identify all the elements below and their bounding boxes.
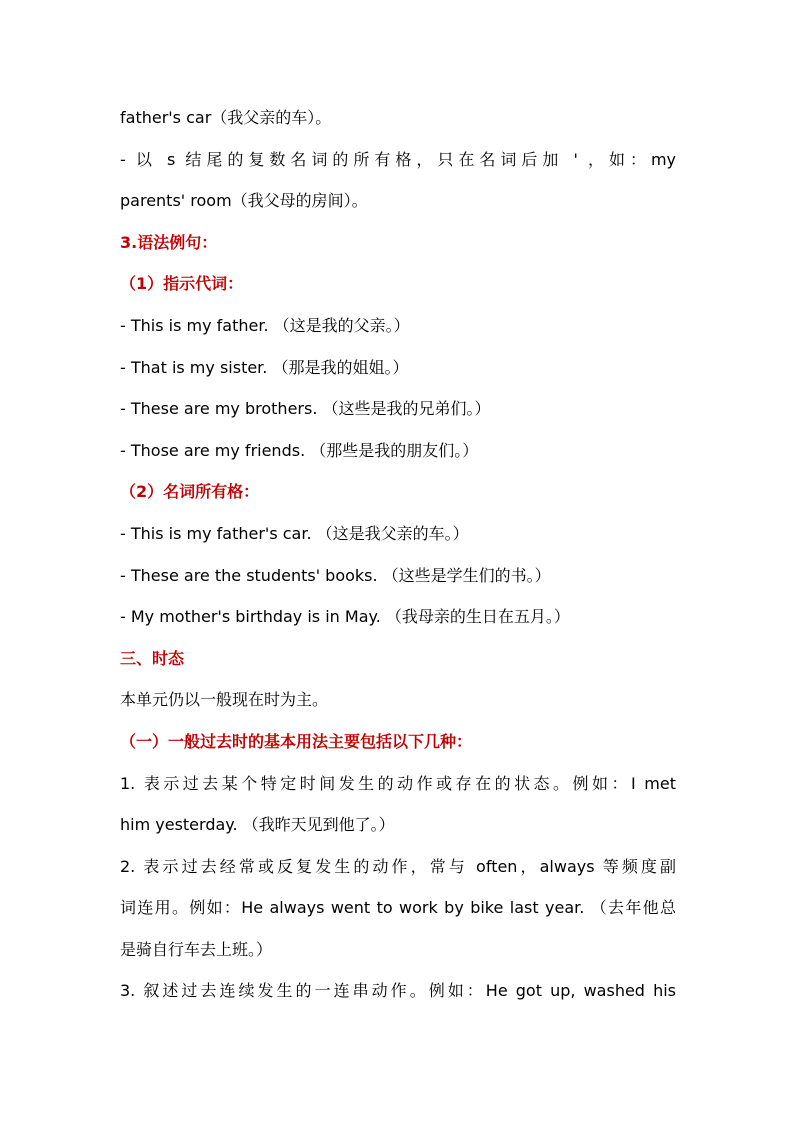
heading-grammar-examples: 3.语法例句： — [120, 232, 218, 252]
example-sentence: - Those are my friends. （那些是我的朋友们。） — [120, 440, 479, 460]
usage-line: 3. 叙述过去连续发生的一连串动作。例如：He got up, washed his — [120, 981, 676, 1001]
subheading-noun-possessive: （2）名词所有格： — [120, 482, 260, 502]
document-body — [120, 97, 676, 1012]
usage-line: 是骑自行车去上班。） — [120, 939, 273, 959]
usage-line: him yesterday. （我昨天见到他了。） — [120, 815, 395, 835]
subheading-simple-past-usage: （一）一般过去时的基本用法主要包括以下几种： — [120, 731, 473, 751]
example-sentence: - This is my father's car. （这是我父亲的车。） — [120, 523, 469, 543]
example-sentence: - My mother's birthday is in May. （我母亲的生日在五月。） — [120, 607, 570, 627]
example-sentence: - That is my sister. （那是我的姐姐。） — [120, 357, 409, 377]
text-line-plural-rule: - 以 s 结尾的复数名词的所有格，只在名词后加 ' ，如：my — [120, 149, 676, 169]
heading-tense: 三、时态 — [120, 648, 185, 668]
usage-line: 2. 表示过去经常或反复发生的动作，常与 often，always 等频度副 — [120, 856, 676, 876]
text-line-possessive-example: father's car（我父亲的车）。 — [120, 108, 332, 127]
text-line-plural-example: parents' room（我父母的房间）。 — [120, 191, 368, 211]
text-line-tense-intro: 本单元仍以一般现在时为主。 — [120, 690, 329, 710]
subheading-demonstrative-pronouns: （1）指示代词： — [120, 274, 244, 294]
example-sentence: - These are the students' books. （这些是学生们的书。） — [120, 565, 551, 585]
example-sentence: - These are my brothers. （这些是我的兄弟们。） — [120, 399, 491, 419]
usage-line: 1. 表示过去某个特定时间发生的动作或存在的状态。例如：I met — [120, 773, 676, 793]
usage-line: 词连用。例如：He always went to work by bike last year. （去年他总 — [120, 898, 676, 918]
example-sentence: - This is my father. （这是我的父亲。） — [120, 315, 410, 335]
